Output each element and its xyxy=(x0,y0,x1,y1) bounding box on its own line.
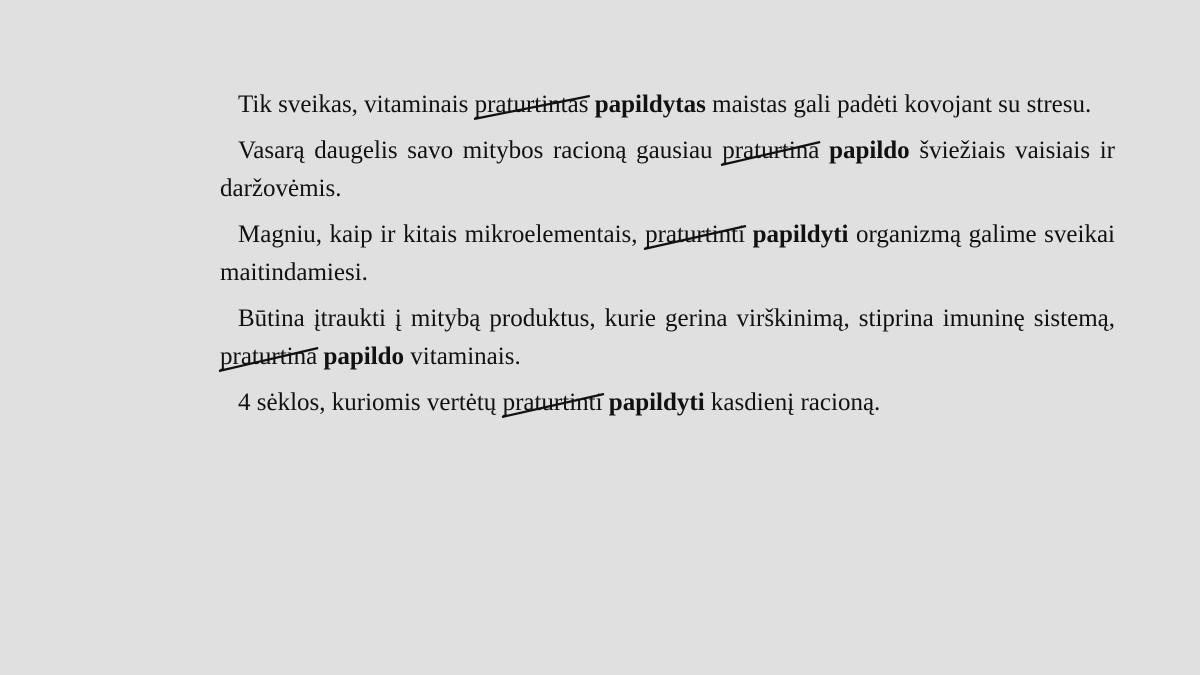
struck-word-text: praturtinti xyxy=(502,389,603,416)
sentence-text-before: 4 sėklos, kuriomis vertėtų xyxy=(238,389,503,416)
sentence-4 xyxy=(220,300,1115,376)
struck-word xyxy=(503,384,603,422)
struck-word xyxy=(645,216,745,254)
struck-word-text: praturtintas xyxy=(474,91,589,118)
sentence-text-before: Būtina įtraukti į mitybą produktus, kurie gerina virškinimą, stiprina imuninę sistemą, xyxy=(238,305,1115,332)
struck-word-text: praturtina xyxy=(220,343,318,370)
sentence-1 xyxy=(220,86,1115,124)
sentence-text-after: organizmą galime sveikai maitindamiesi. xyxy=(220,221,1115,286)
correction-word: papildytas xyxy=(594,91,706,118)
correction-word: papildo xyxy=(829,137,910,164)
correction-word: papildyti xyxy=(608,389,705,416)
struck-word xyxy=(475,86,589,124)
sentence-text-after: maistas gali padėti kovojant su stresu. xyxy=(705,91,1092,118)
correction-word: papildyti xyxy=(752,221,849,248)
struck-word xyxy=(220,338,317,376)
struck-word-text: praturtina xyxy=(722,137,820,164)
sentence-text-before: Vasarą daugelis savo mitybos racioną gausiau xyxy=(238,137,723,164)
sentence-text-before: Magniu, kaip ir kitais mikroelementais, xyxy=(238,221,646,248)
sentence-5 xyxy=(220,384,1115,422)
sentence-2 xyxy=(220,132,1115,208)
struck-word-text: praturtinti xyxy=(645,221,746,248)
sentence-3 xyxy=(220,216,1115,292)
correction-word: papildo xyxy=(323,343,405,370)
sentence-text-after: šviežiais vaisiais ir daržovėmis. xyxy=(220,137,1116,202)
sentence-text-before: Tik sveikas, vitaminais xyxy=(238,91,475,118)
struck-word xyxy=(722,132,819,170)
slide-content xyxy=(220,86,1115,430)
sentence-text-after: vitaminais. xyxy=(404,343,521,370)
sentence-text-after: kasdienį racioną. xyxy=(704,389,881,416)
